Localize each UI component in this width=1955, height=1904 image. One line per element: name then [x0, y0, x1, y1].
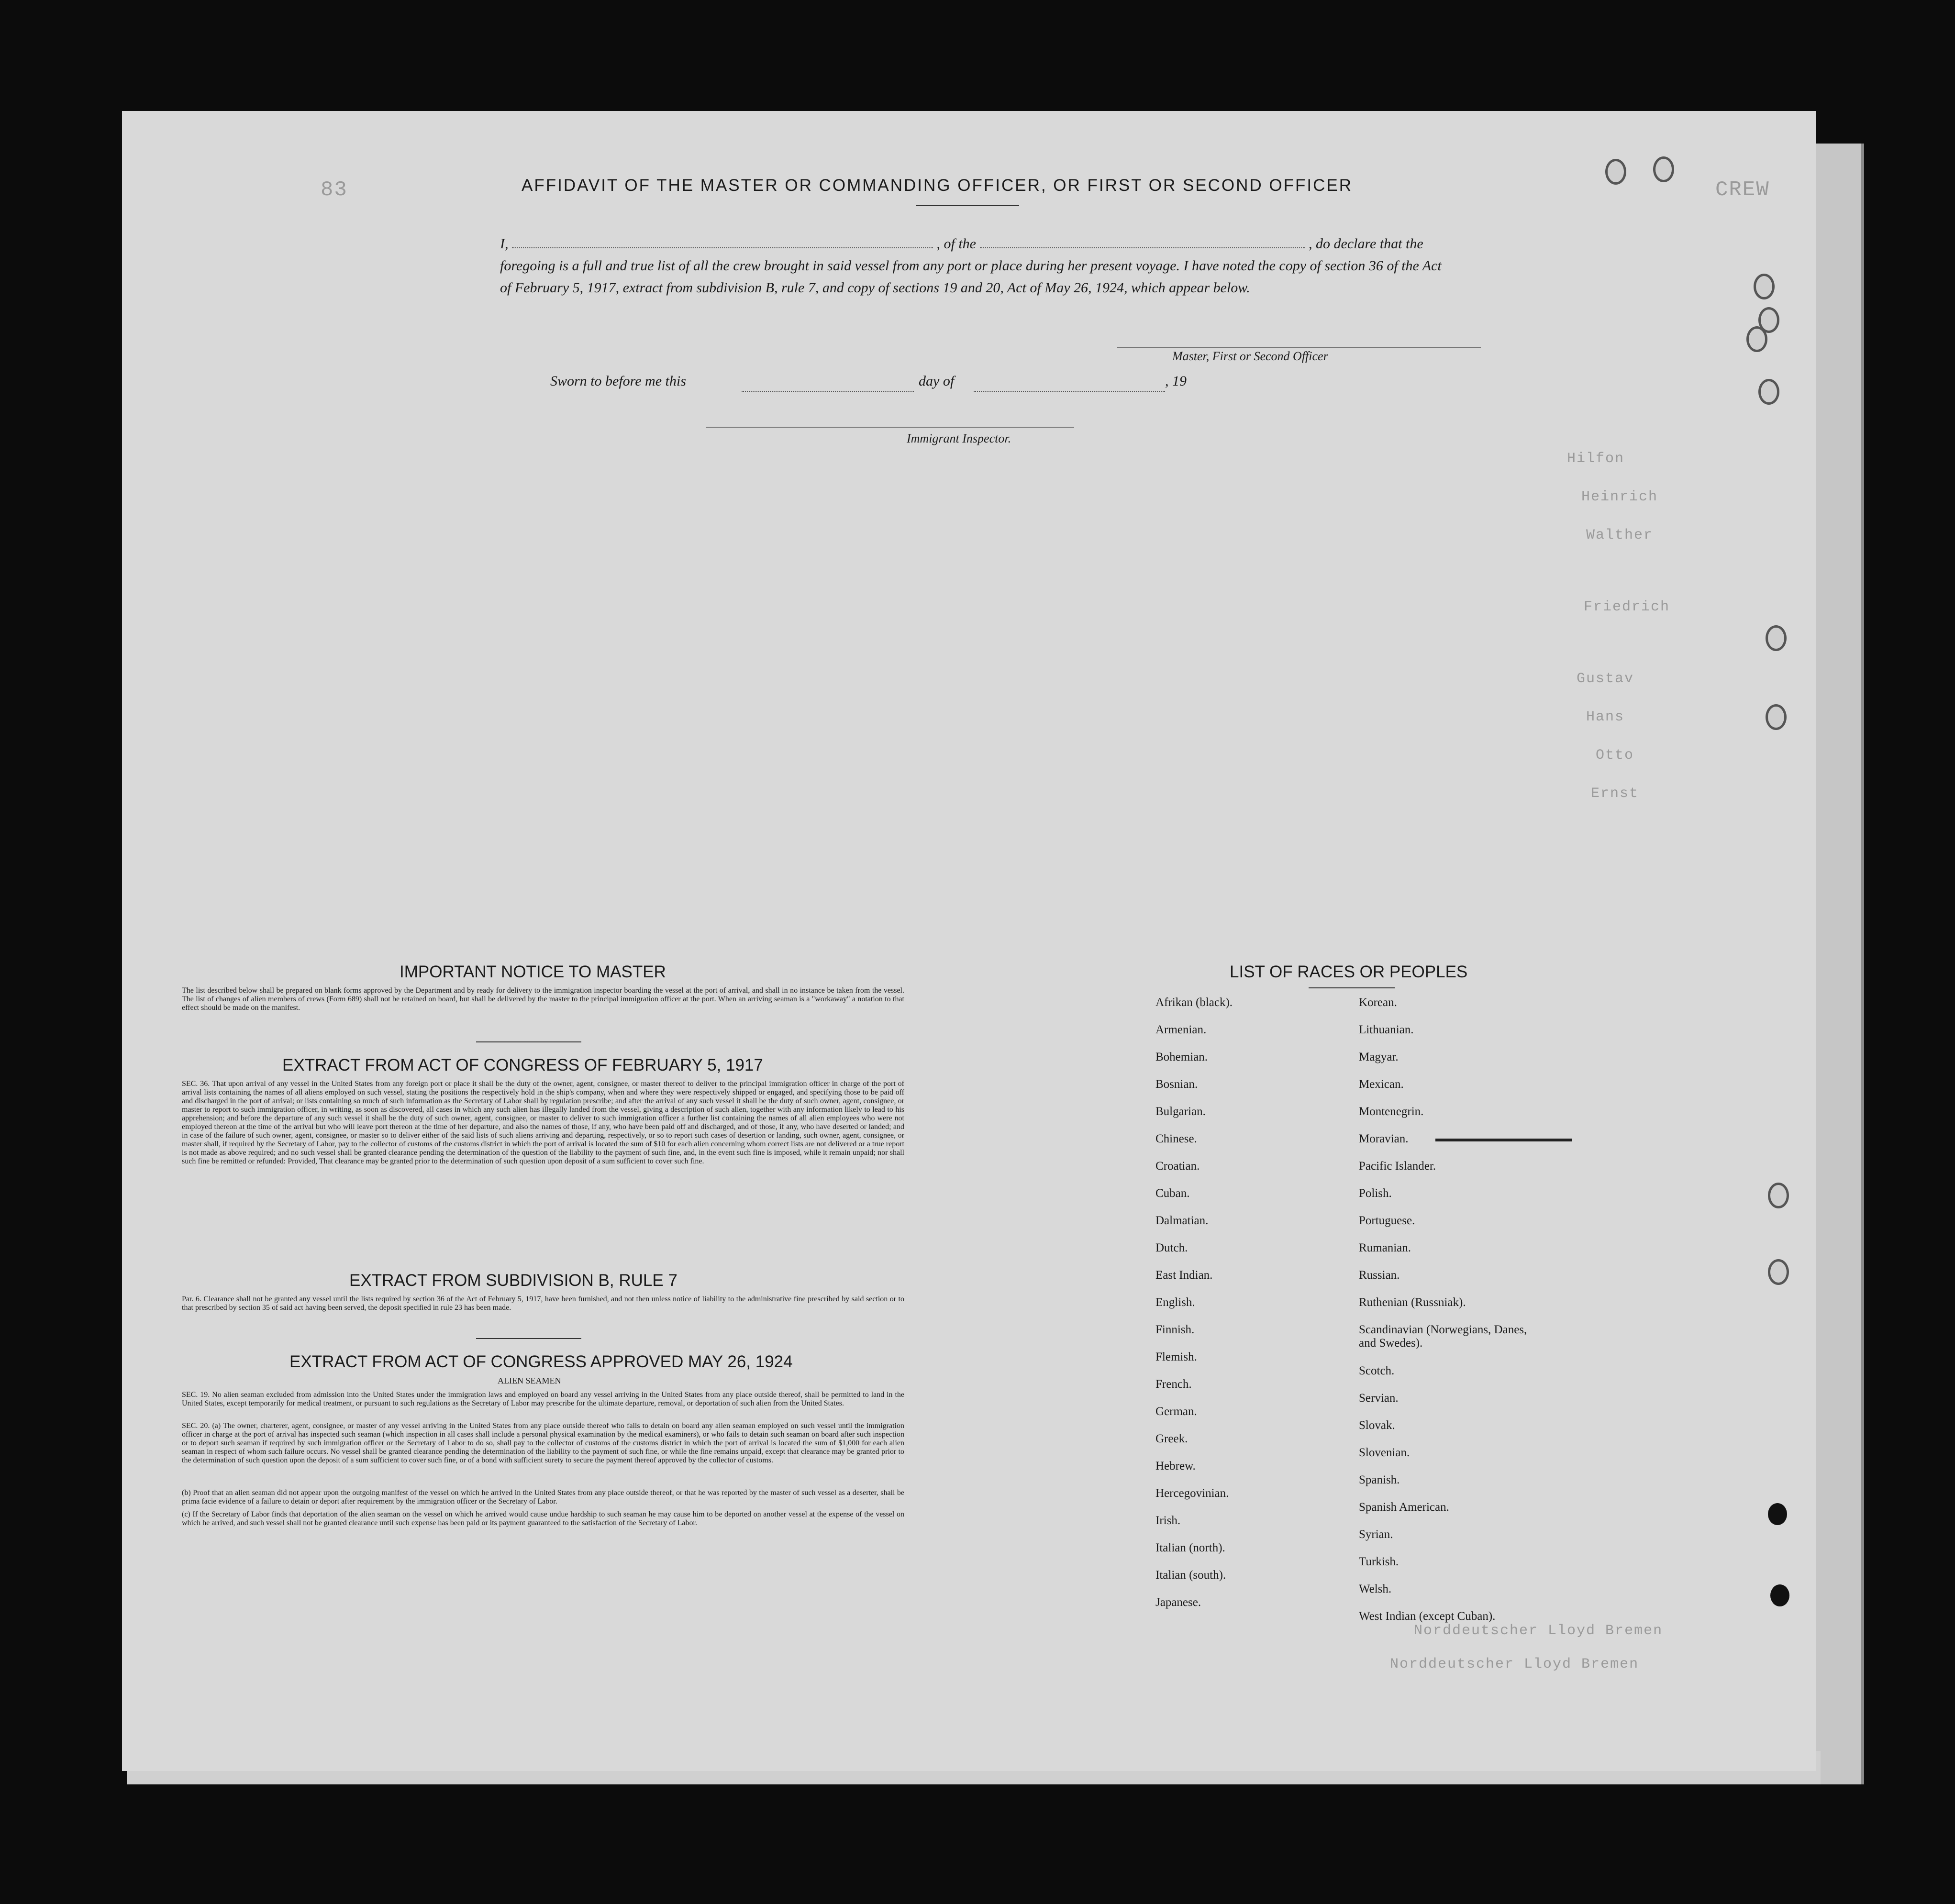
bleed-through-text: Hans — [1586, 709, 1625, 725]
race-item: Portuguese. — [1359, 1214, 1415, 1227]
punch-hole — [1653, 156, 1674, 182]
race-item: Syrian. — [1359, 1528, 1393, 1541]
race-item: Moravian. — [1359, 1132, 1409, 1145]
vessel-blank — [980, 237, 1305, 248]
bleed-through-text: Norddeutscher Lloyd Bremen — [1414, 1623, 1663, 1639]
extract-1924-sec20b: (b) Proof that an alien seaman did not appear upon the outgoing manifest of the vessel on which he arrived in the United States from any place outside thereof, or that he was reported by the master of such vessel as a deserter, shall be prima facie evidence of a failure to detain or deport after requirement by the immigration officer or the Secretary of Labor. — [182, 1489, 904, 1505]
race-item: Cuban. — [1155, 1187, 1190, 1200]
race-item: Lithuanian. — [1359, 1023, 1414, 1036]
race-item: Russian. — [1359, 1269, 1400, 1282]
race-item: Dutch. — [1155, 1241, 1188, 1254]
race-item: Chinese. — [1155, 1132, 1197, 1145]
bleed-through-text: CREW — [1715, 178, 1770, 202]
race-item: Hebrew. — [1155, 1460, 1196, 1472]
race-item: Scotch. — [1359, 1364, 1395, 1377]
inspector-line — [706, 427, 1074, 428]
punch-mark — [1770, 1584, 1789, 1606]
month-blank — [974, 380, 1165, 392]
bleed-through-text: 83 — [321, 178, 348, 202]
day-of-label: day of — [919, 373, 955, 389]
punch-hole — [1766, 704, 1787, 730]
race-item: Bulgarian. — [1155, 1105, 1206, 1118]
divider — [916, 205, 1019, 206]
race-item: Slovak. — [1359, 1419, 1395, 1432]
race-item: Polish. — [1359, 1187, 1392, 1200]
race-item: Slovenian. — [1359, 1446, 1410, 1459]
signature-label: Master, First or Second Officer — [1172, 349, 1328, 363]
race-item: Bohemian. — [1155, 1051, 1208, 1063]
punch-hole — [1766, 625, 1787, 651]
affidavit-title: AFFIDAVIT OF THE MASTER OR COMMANDING OFFICER, OR FIRST OR SECOND OFFICER — [522, 176, 1353, 195]
divider — [476, 1041, 581, 1042]
bleed-through-text: Ernst — [1591, 786, 1639, 802]
punch-hole — [1758, 379, 1779, 405]
race-item: Scandinavian (Norwegians, Danes, and Swedes). — [1359, 1323, 1527, 1350]
race-item: Magyar. — [1359, 1051, 1399, 1063]
race-item: Korean. — [1359, 996, 1397, 1009]
do-declare-label: , do declare — [1309, 236, 1377, 252]
race-item: Servian. — [1359, 1392, 1399, 1405]
extract-1917-body: SEC. 36. That upon arrival of any vessel in the United States from any foreign port or place it shall be the duty of the owner, agent, consignee, or master thereof to deliver to the principal immigration officer in charge of the port of arrival lists containing the names of all aliens employed on such vessel, stating the positions the respectively hold in the ship's company, when and where they were respectively shipped or engaged, and specifying those to be paid off and discharged in the port of arrival; or lists containing so much of such information as the Secretary of Labor shall by regulation prescribe; and after the arrival of any such vessel it shall be the duty of such owner, agent, consignee, or master to report to such immigration officer, in writing, as soon as discovered, all cases in which any such alien has illegally landed from the vessel, giving a description of such alien, together with any information likely to lead to his apprehension; and before the departure of any such vessel it shall be the duty of such owner, agent, consignee, or master to deliver to such immigration officer a further list containing the names of all alien employees who were not employed thereon at the time of the arrival but who will leave port thereon at the time of her departure, and also the names of those, if any, who have been paid off and discharged, and of those, if any, who have deserted or landed; and in case of the failure of such owner, agent, consignee, or master so to deliver either of the said lists of such aliens arriving and departing, respectively, or so to report such cases of desertion or landing, such owner, agent, consignee, or master shall, if required by the Secretary of Labor, pay to the collector of customs of the customs district in which the port of arrival is located the sum of $10 for each alien concerning whom correct lists are not delivered or a true report is not made as above required; and no such vessel shall be granted clearance pending the determination of the question of the liability to the payment of such fine, and, in the event such fine is imposed, while it remain unpaid; nor shall such fine be remitted or refunded: Provided, That clearance may be granted prior to the determination of such question upon deposit of a sum sufficient to cover such fine. — [182, 1080, 904, 1165]
race-item: Dalmatian. — [1155, 1214, 1209, 1227]
bleed-through-text: Heinrich — [1581, 489, 1658, 505]
bleed-through-text: Friedrich — [1584, 599, 1670, 615]
race-item: Finnish. — [1155, 1323, 1195, 1336]
race-item: Italian (north). — [1155, 1541, 1225, 1554]
race-item: Irish. — [1155, 1514, 1181, 1527]
race-item: Bosnian. — [1155, 1078, 1198, 1091]
race-item: Japanese. — [1155, 1596, 1201, 1609]
extract-1917-title: EXTRACT FROM ACT OF CONGRESS OF FEBRUARY 5, 1917 — [282, 1056, 763, 1074]
race-item: Turkish. — [1359, 1555, 1399, 1568]
race-item: Spanish. — [1359, 1473, 1400, 1486]
race-item: Afrikan (black). — [1155, 996, 1233, 1009]
race-item: Rumanian. — [1359, 1241, 1411, 1254]
races-title: LIST OF RACES OR PEOPLES — [1230, 963, 1468, 981]
day-blank — [742, 380, 914, 392]
i-label: I, — [500, 236, 509, 252]
year-label: , 19 — [1165, 373, 1187, 389]
punch-mark — [1768, 1503, 1787, 1525]
race-item: Greek. — [1155, 1432, 1188, 1445]
extract-rule7-title: EXTRACT FROM SUBDIVISION B, RULE 7 — [349, 1271, 678, 1290]
divider — [476, 1338, 581, 1339]
race-item: English. — [1155, 1296, 1195, 1309]
race-item: Flemish. — [1155, 1351, 1197, 1363]
race-item: West Indian (except Cuban). — [1359, 1610, 1496, 1623]
extract-1924-title: EXTRACT FROM ACT OF CONGRESS APPROVED MAY 26, 1924 — [289, 1352, 793, 1371]
name-blank — [512, 237, 933, 248]
extract-1924-sec20a: SEC. 20. (a) The owner, charterer, agent, consignee, or master of any vessel arriving in the United States from any place outside thereof who fails to detain on board any alien seaman employed on such vessel until the immigration officer in charge at the port of arrival has inspected such seaman (which inspection in all cases shall include a personal physical examination by the medical examiners), or who fails to detain such seaman on board after such inspection or to deport such seaman if required by such immigration officer or the Secretary of Labor to do so, shall pay to the collector of customs of the customs district in which the port of arrival is located the sum of $1,000 for each alien seaman in respect of whom such failure occurs. No vessel shall be granted clearance pending the determination of the liability to the payment of such fine, or while the fine remains unpaid, except that clearance may be granted prior to the determination of such question upon the deposit of a sum sufficient to cover such fine, or of a bond with sufficient surety to secure the payment thereof approved by the collector of customs. — [182, 1422, 904, 1464]
notice-title: IMPORTANT NOTICE TO MASTER — [400, 963, 666, 981]
extract-1924-subtitle: ALIEN SEAMEN — [498, 1376, 561, 1385]
bleed-through-text: Norddeutscher Lloyd Bremen — [1390, 1656, 1639, 1672]
bleed-through-text: Otto — [1596, 747, 1634, 764]
punch-hole — [1768, 1259, 1789, 1285]
race-item: Croatian. — [1155, 1160, 1200, 1173]
race-item: Mexican. — [1359, 1078, 1404, 1091]
document-page — [122, 111, 1816, 1771]
strike-mark — [1435, 1139, 1572, 1141]
sworn-label: Sworn to before me this — [550, 373, 686, 389]
punch-hole — [1746, 326, 1767, 352]
bleed-through-text: Hilfon — [1567, 451, 1625, 467]
of-the-label: , of the — [936, 236, 976, 252]
punch-hole — [1605, 159, 1626, 185]
race-item: East Indian. — [1155, 1269, 1213, 1282]
declaration-text: that the foregoing is a full and true list of all the crew brought in said vessel from any port or place during her present voyage. I have noted the copy of section 36 of the Act of February 5, 1917, extract from subdivision B, rule 7, and copy of sections 19 and 20, Act of May 26, 1924, which appear below. — [500, 236, 1442, 296]
race-item: Montenegrin. — [1359, 1105, 1424, 1118]
race-item: German. — [1155, 1405, 1197, 1418]
extract-1924-sec20c: (c) If the Secretary of Labor finds that deportation of the alien seaman on the vessel on which he arrived would cause undue hardship to such seaman he may cause him to be deported on another vessel at the expense of the vessel on which he arrived, and such vessel shall not be granted clearance until such expense has been paid or its payment guaranteed to the satisfaction of the Secretary of Labor. — [182, 1510, 904, 1527]
race-item: Hercegovinian. — [1155, 1487, 1229, 1500]
race-item: Italian (south). — [1155, 1569, 1226, 1582]
race-item: French. — [1155, 1378, 1192, 1391]
bleed-through-text: Gustav — [1577, 671, 1634, 687]
bleed-through-text: Walther — [1586, 527, 1654, 543]
inspector-label: Immigrant Inspector. — [907, 432, 1011, 445]
race-item: Spanish American. — [1359, 1501, 1449, 1514]
extract-rule7-body: Par. 6. Clearance shall not be granted any vessel until the lists required by section 36 of the Act of February 5, 1917, have been furnished, and not then unless notice of liability to the administrative fine prescribed by said section or to that prescribed by section 35 of said act having been served, the deposit specified in rule 23 has been made. — [182, 1295, 904, 1312]
extract-1924-sec19: SEC. 19. No alien seaman excluded from admission into the United States under the immigration laws and employed on board any vessel arriving in the United States from any place outside thereof, shall be permitted to land in the United States, except temporarily for medical treatment, or pursuant to such regulations as the Secretary of Labor may prescribe for the ultimate departure, removal, or deportation of such alien from the United States. — [182, 1391, 904, 1407]
declaration — [500, 233, 1443, 299]
punch-hole — [1768, 1183, 1789, 1208]
race-item: Ruthenian (Russniak). — [1359, 1296, 1466, 1309]
divider — [1309, 987, 1395, 988]
signature-line — [1117, 347, 1481, 348]
race-item: Armenian. — [1155, 1023, 1207, 1036]
race-item: Pacific Islander. — [1359, 1160, 1436, 1173]
race-item: Welsh. — [1359, 1583, 1392, 1595]
notice-body: The list described below shall be prepared on blank forms approved by the Department and by ready for delivery to the immigration inspector boarding the vessel at the port of arrival, and shall in no instance be taken from the vessel. The list of changes of alien members of crews (Form 689) shall not be retained on board, but shall be delivered by the master to the principal immigration officer at the port. When an arriving seaman is a "workaway" a notation to that effect should be made on the manifest. — [182, 986, 904, 1012]
punch-hole — [1754, 274, 1775, 299]
